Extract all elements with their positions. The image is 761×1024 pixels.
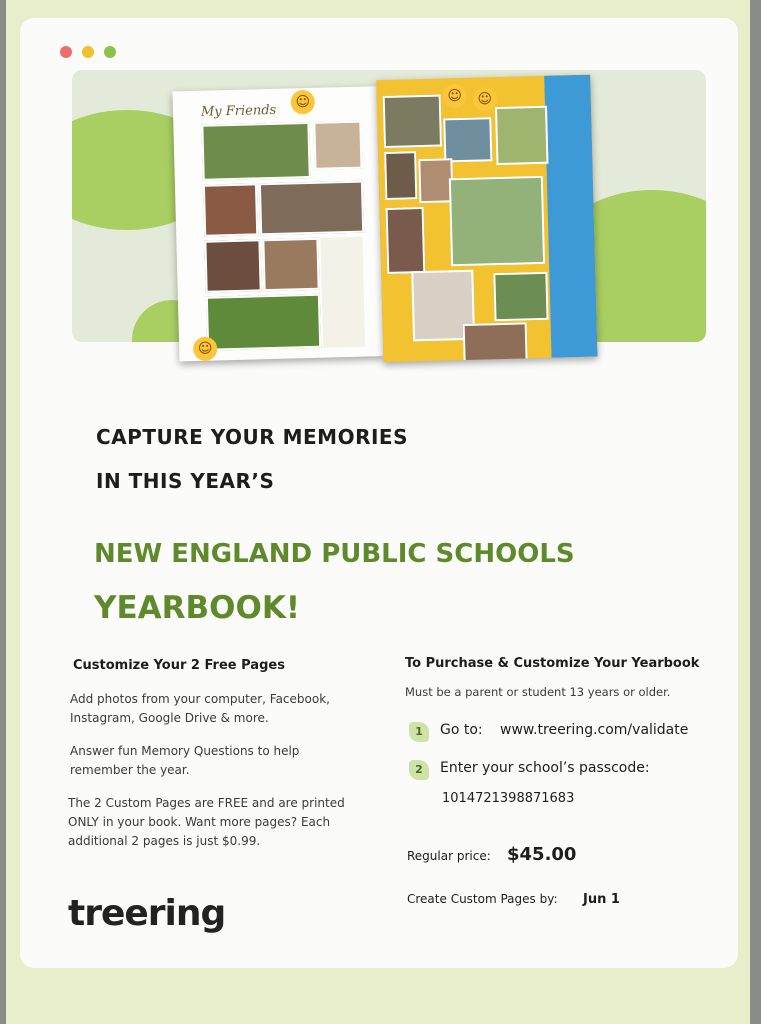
validate-link[interactable]: www.treering.com/validate	[500, 722, 689, 738]
yearbook-illustration	[172, 75, 599, 374]
emoji-icon: ☺	[472, 87, 497, 112]
note-card	[320, 237, 365, 348]
photo	[384, 151, 417, 200]
photo	[262, 238, 319, 291]
photo	[203, 183, 258, 236]
photo	[495, 106, 549, 165]
emoji-icon: ☺	[442, 84, 467, 109]
deadline-label: Create Custom Pages by:	[407, 892, 558, 906]
yearbook-left-page	[172, 86, 383, 361]
school-passcode: 1014721398871683	[442, 791, 575, 806]
photo	[313, 121, 362, 170]
photo	[383, 95, 442, 149]
deadline-value: Jun 1	[583, 892, 620, 907]
photo	[259, 181, 364, 236]
free-pages-para-1: Add photos from your computer, Facebook, Instagram, Google Drive & more.	[70, 692, 330, 725]
window-dot-yellow-icon	[82, 46, 94, 58]
step2-label: Enter your school’s passcode:	[440, 760, 650, 776]
photo	[443, 117, 492, 162]
school-name: NEW ENGLAND PUBLIC SCHOOLS	[94, 539, 575, 569]
treering-logo: treering	[68, 893, 226, 934]
step-leaf-icon: 1	[409, 722, 429, 742]
photo	[206, 294, 321, 351]
photo	[463, 322, 528, 362]
yearbook-blue-panel	[544, 75, 597, 358]
photo	[386, 207, 426, 274]
step-leaf-icon: 2	[409, 760, 429, 780]
flyer-sheet	[6, 0, 750, 1024]
photo	[449, 176, 545, 266]
photo	[204, 239, 261, 292]
price-label: Regular price:	[407, 849, 491, 863]
free-pages-para-3: The 2 Custom Pages are FREE and are printed ONLY in your book. Want more pages? Each additional 2 pages is just $0.99.	[68, 796, 345, 848]
free-pages-title: Customize Your 2 Free Pages	[73, 658, 285, 673]
photo	[201, 122, 310, 181]
step1-label: Go to:	[440, 722, 483, 738]
window-dot-green-icon	[104, 46, 116, 58]
yearbook-right-page	[376, 75, 597, 363]
free-pages-para-2: Answer fun Memory Questions to help remember the year.	[70, 744, 300, 777]
price-value: $45.00	[507, 844, 577, 865]
emoji-icon: ☺	[290, 90, 315, 115]
photo	[493, 272, 548, 321]
headline-line2: IN THIS YEAR’S	[96, 469, 275, 493]
purchase-note: Must be a parent or student 13 years or older.	[405, 685, 671, 699]
purchase-title: To Purchase & Customize Your Yearbook	[405, 656, 700, 671]
headline-line1: CAPTURE YOUR MEMORIES	[96, 425, 408, 449]
window-dot-red-icon	[60, 46, 72, 58]
yearbook-title: YEARBOOK!	[94, 590, 300, 626]
book-page-title: My Friends	[200, 102, 277, 120]
emoji-icon: ☺	[193, 336, 218, 361]
